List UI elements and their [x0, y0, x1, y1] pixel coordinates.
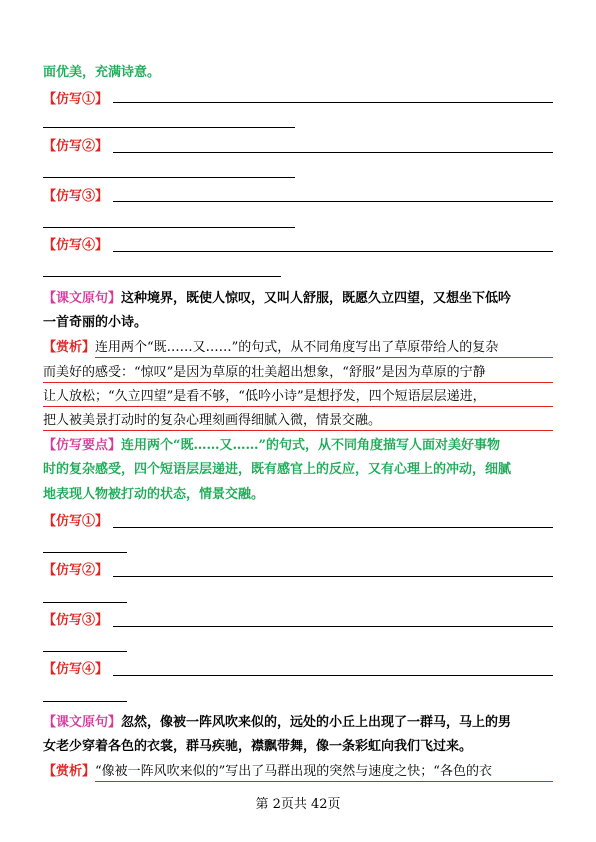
page-footer: 第 2页共 42页 [255, 797, 341, 812]
kewen-1-line-2: 一首奇丽的小诗。 [43, 315, 148, 330]
fangxie-3-blank-a[interactable] [113, 201, 553, 202]
kewen-2-label: 【课文原句】 [43, 715, 122, 730]
fangxie-b-2-blank-a[interactable] [113, 576, 553, 577]
fangxie-4-blank-a[interactable] [113, 251, 553, 252]
kewen-2-line-1 [43, 714, 596, 732]
fangxie-b-2-blank-b[interactable] [43, 602, 127, 603]
fangxie-b-3-label: 【仿写③】 [43, 613, 109, 628]
shangxi-2-underline-1 [95, 781, 553, 782]
intro-tail-text: 面优美，充满诗意。 [43, 65, 161, 80]
fangxie-2-blank-a[interactable] [113, 152, 553, 153]
fangxie-b-1-label: 【仿写①】 [43, 514, 109, 529]
kewen-1-line-1 [43, 290, 596, 308]
fangxie-2-blank-b[interactable] [43, 177, 295, 178]
fangxie-yaodian-line-2: 时的复杂感受，四个短语层层递进，既有感官上的反应，又有心理上的冲动，细腻 [43, 462, 512, 477]
shangxi-1-underline-4 [43, 430, 553, 431]
kewen-1-label: 【课文原句】 [43, 291, 122, 306]
fangxie-b-4-label: 【仿写④】 [43, 662, 109, 677]
shangxi-1-line-2: 而美好的感受：“惊叹”是因为草原的壮美超出想象，“舒服”是因为草原的宁静 [43, 365, 486, 380]
shangxi-1-line-4: 把人被美景打动时的复杂心理刻画得细腻入微，情景交融。 [43, 413, 382, 428]
fangxie-b-4-blank-a[interactable] [113, 675, 553, 676]
shangxi-2-text-1: “像被一阵风吹来似的”写出了马群出现的突然与速度之快；“各色的衣 [95, 764, 492, 779]
fangxie-b-1-blank-a[interactable] [113, 527, 553, 528]
fangxie-b-1-blank-b[interactable] [43, 552, 127, 553]
fangxie-yaodian-text-1: 连用两个“既……又……”的句式，从不同角度描写人面对美好事物 [121, 438, 500, 453]
fangxie-b-2-label: 【仿写②】 [43, 563, 109, 578]
fangxie-yaodian-label: 【仿写要点】 [43, 438, 122, 453]
shangxi-1-label: 【赏析】 [43, 340, 96, 355]
fangxie-b-3-blank-a[interactable] [113, 626, 553, 627]
shangxi-1-line-1 [43, 339, 596, 357]
shangxi-1-underline-1 [95, 357, 553, 358]
fangxie-3-blank-b[interactable] [43, 227, 295, 228]
fangxie-b-4-blank-b[interactable] [43, 701, 127, 702]
fangxie-b-3-blank-b[interactable] [43, 651, 127, 652]
shangxi-1-text-1: 连用两个“既……又……”的句式，从不同角度写出了草原带给人的复杂 [95, 340, 499, 355]
kewen-2-line-2: 女老少穿着各色的衣裳，群马疾驰，襟飘带舞，像一条彩虹向我们飞过来。 [43, 739, 473, 754]
shangxi-2-label: 【赏析】 [43, 764, 96, 779]
fangxie-4-blank-b[interactable] [43, 276, 281, 277]
kewen-2-text-1: 忽然，像被一阵风吹来似的，远处的小丘上出现了一群马，马上的男 [121, 715, 512, 730]
fangxie-2-label: 【仿写②】 [43, 139, 109, 154]
shangxi-1-line-3: 让人放松；“久立四望”是看不够，“低吟小诗”是想抒发，四个短语层层递进， [43, 389, 486, 404]
fangxie-3-label: 【仿写③】 [43, 189, 109, 204]
fangxie-yaodian-line-1 [43, 437, 596, 455]
fangxie-1-blank-b[interactable] [43, 127, 295, 128]
fangxie-1-label: 【仿写①】 [43, 92, 109, 107]
shangxi-1-underline-2 [43, 382, 553, 383]
fangxie-1-blank-a[interactable] [113, 102, 553, 103]
shangxi-2-line-1 [43, 763, 596, 781]
fangxie-yaodian-line-3: 地表现人物被打动的状态，情景交融。 [43, 487, 265, 502]
kewen-1-text-1: 这种境界，既使人惊叹，又叫人舒服，既愿久立四望，又想坐下低吟 [121, 291, 512, 306]
shangxi-1-underline-3 [43, 406, 553, 407]
fangxie-4-label: 【仿写④】 [43, 238, 109, 253]
